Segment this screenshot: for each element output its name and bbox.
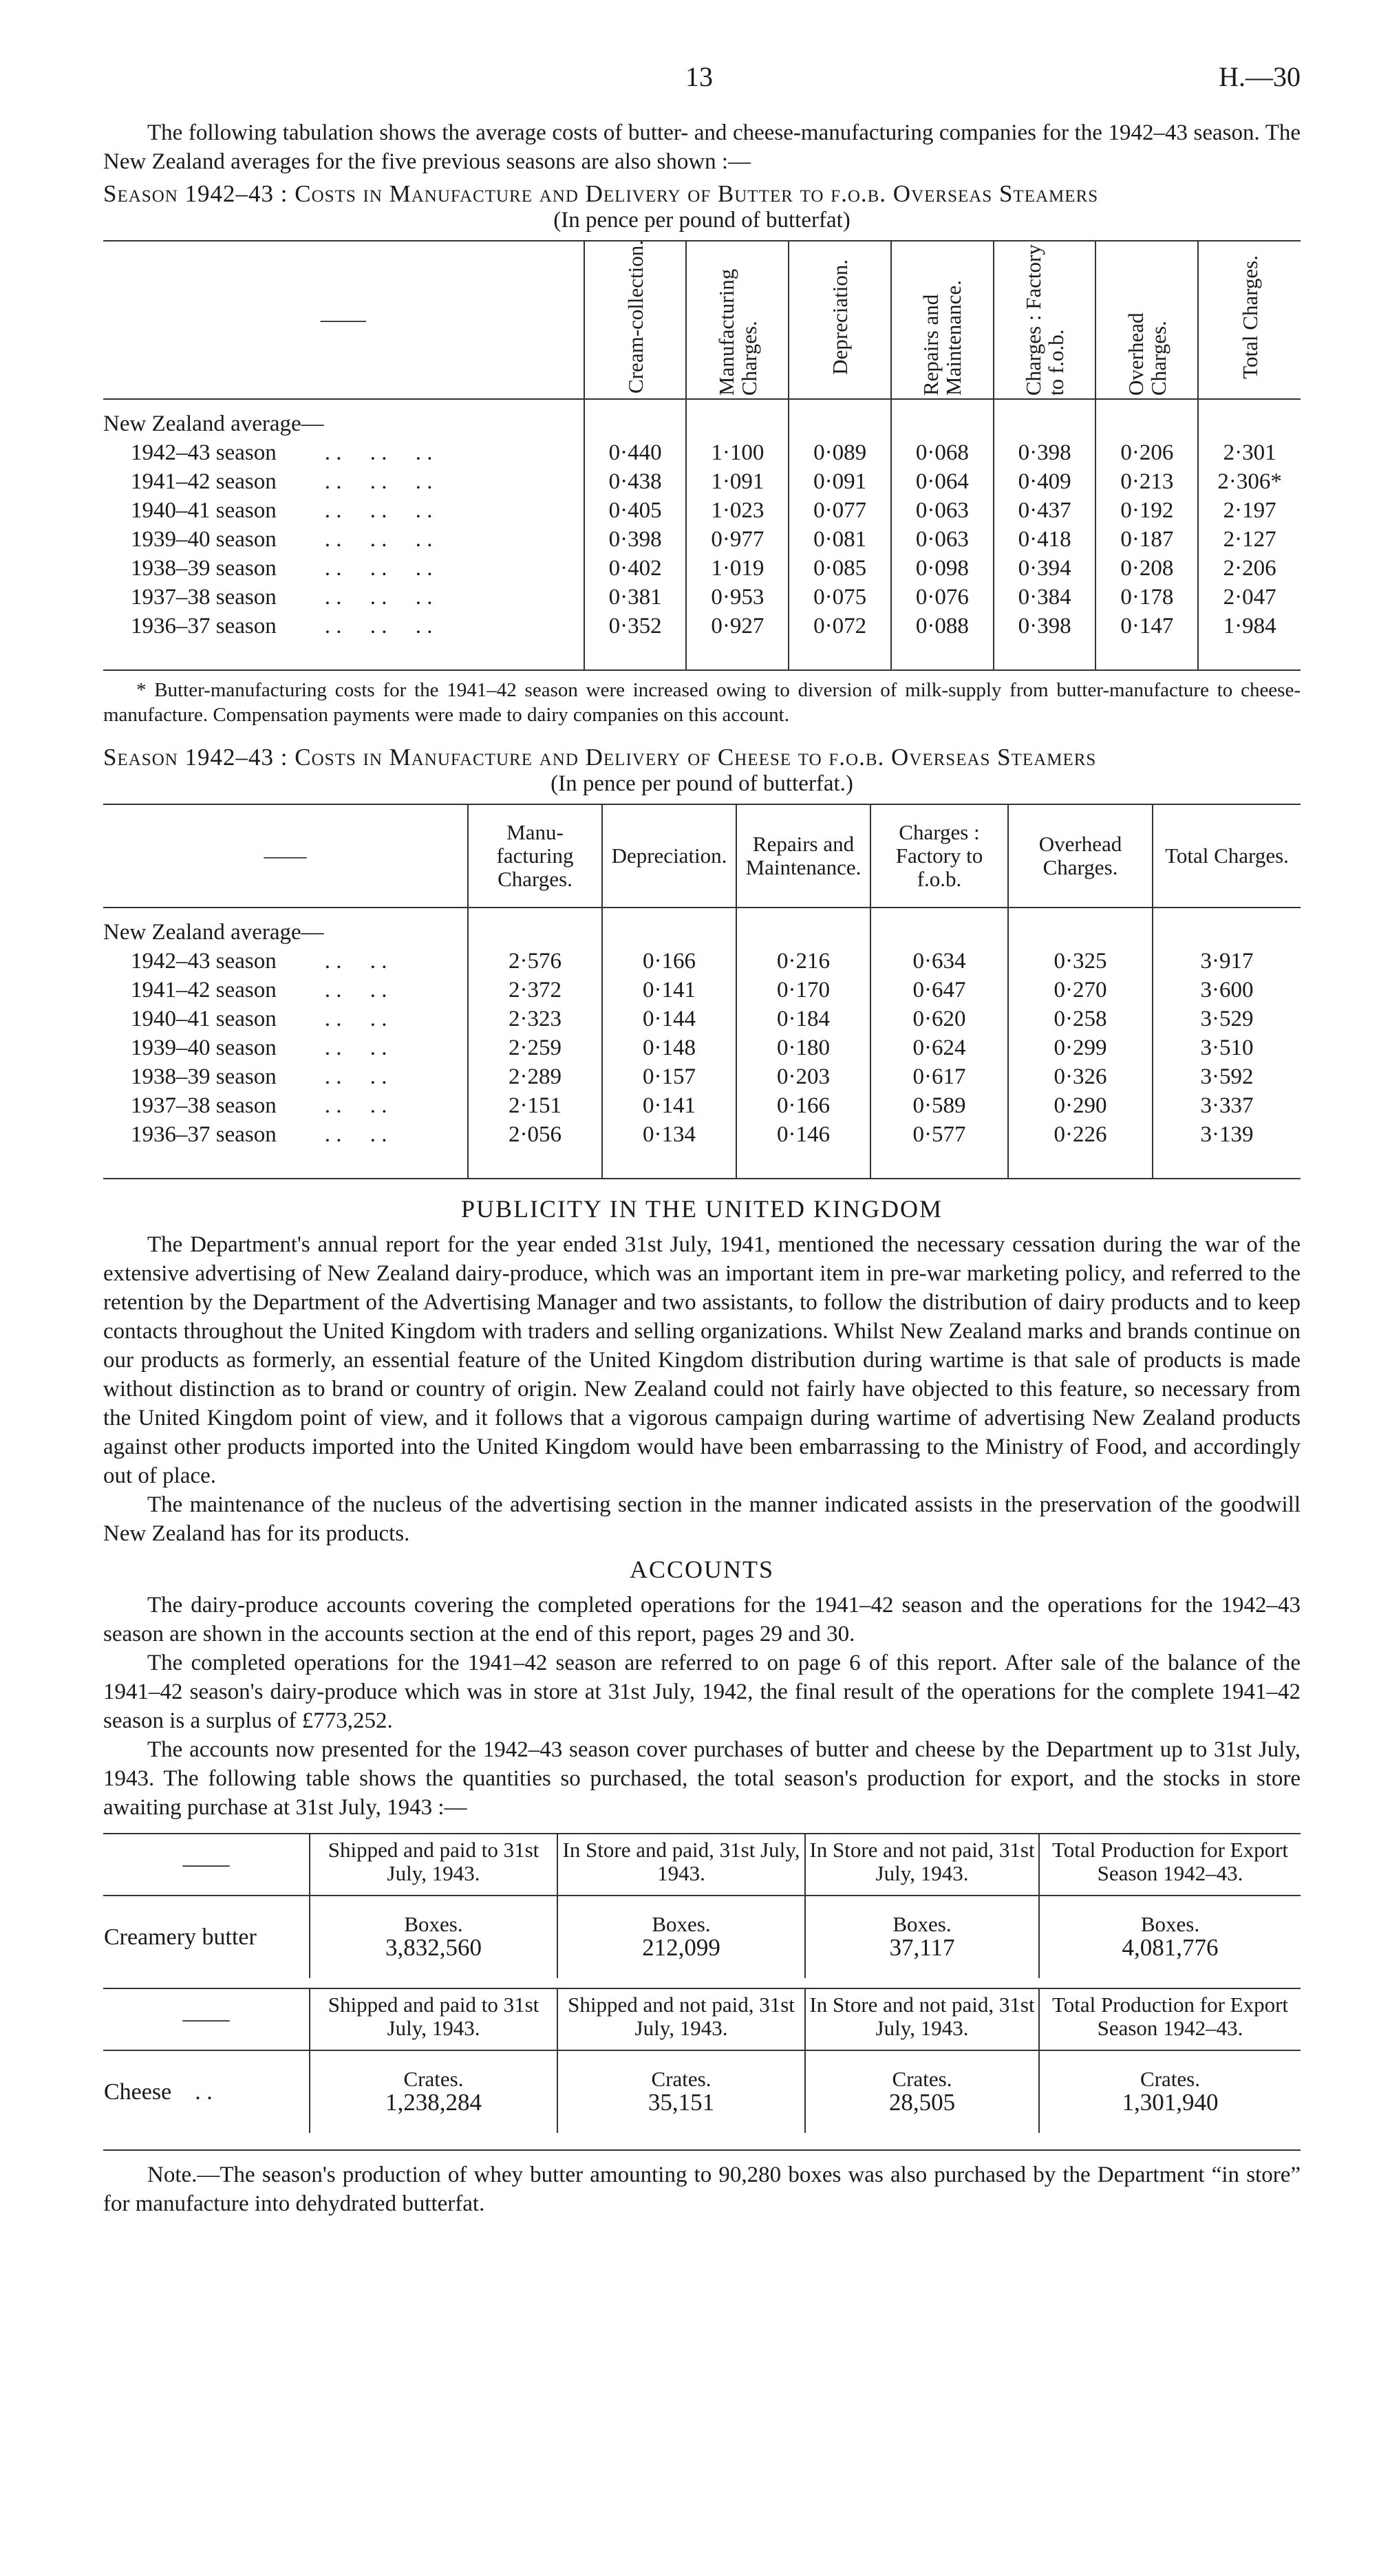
table-row [103,583,1301,612]
cost-value: 2·259 [468,1033,602,1062]
cost-value: 0·226 [1008,1120,1153,1149]
table-row [103,1005,1301,1033]
accounts-paragraph-1: The dairy-produce accounts covering the completed operations for the 1941–42 season and the operations for the 1942–43 season are shown in the accounts section at the end of this report, pages 29 and 30. [103,1593,1301,1646]
season-label: 1939–40 season [131,1035,277,1060]
cost-value: 0·398 [584,525,687,554]
leader-dots: . . . . . . [324,440,433,465]
col-header: Shipped and not paid, 31st July, 1943. [557,1988,805,2050]
season-label: 1939–40 season [131,526,277,552]
cost-value: 0·166 [736,1091,870,1120]
col-header: Charges : Factory to f.o.b. [1021,244,1069,396]
col-header: Shipped and paid to 31st July, 1943. [310,1834,557,1896]
cost-value: 0·384 [994,583,1096,612]
leader-dots: . . . . . . [324,526,433,552]
document-ref: H.—30 [1219,61,1301,92]
cost-value: 0·147 [1095,612,1198,641]
leader-dots: . . . . . . [324,584,433,610]
cost-value: 0·352 [584,612,687,641]
cost-value: 0·290 [1008,1091,1153,1120]
leader-dots: . . . . [324,1093,387,1118]
cost-value: 0·589 [870,1091,1008,1120]
accounts-paragraph-2: The completed operations for the 1941–42 season are referred to on page 6 of this report. After sale of the balance of the 1941–42 season's dairy-produce which was in store at 31st July, 1942, the final result of the operations for the complete 1941–42 season is a surplus of £773,252. [103,1651,1301,1733]
leader-dots: . . . . . . [324,469,433,494]
unit-label: Crates. [403,2067,464,2091]
cost-value: 0·977 [686,525,789,554]
cost-value: 0·405 [584,496,687,525]
cost-value: 3·337 [1153,1091,1301,1120]
cost-value: 0·402 [584,554,687,583]
cost-value: 0·178 [1095,583,1198,612]
cost-value: 2·306* [1198,467,1301,496]
season-label: 1936–37 season [131,1121,277,1147]
butter-footnote: * Butter-manufacturing costs for the 1941–42 season were increased owing to diversion of milk-supply from butter-manufacture to cheese-manufacture. Compensation payments were made to dairy companies on this account. [103,679,1301,726]
leader-dots: . . . . . . [324,497,433,523]
cost-value: 0·146 [736,1120,870,1149]
cost-value: 0·148 [602,1033,736,1062]
cost-value: 0·438 [584,467,687,496]
closing-note: Note.—The season's production of whey butter amounting to 90,280 boxes was also purchased by the Department “in store” for manufacture into dehydrated butterfat. [103,2149,1301,2218]
table-row [103,525,1301,554]
cost-value: 0·624 [870,1033,1008,1062]
cheese-quantity-table [103,1988,1301,2133]
table-row [103,1033,1301,1062]
season-label: 1937–38 season [131,584,277,610]
quantity-value: 1,238,284 [385,2089,482,2116]
cost-value: 0·394 [994,554,1096,583]
unit-label: Crates. [1140,2067,1200,2091]
leader-dots: . . . . . . [324,613,433,638]
page-number: 13 [685,61,713,92]
publicity-paragraph-1: The Department's annual report for the year ended 31st July, 1941, mentioned the necessary cessation during the war of the extensive advertising of New Zealand dairy-produce, which was an important item in pre-war marketing policy, and referred to the retention by the Department of the Advertising Manager and two assistants, to follow the distribution of dairy products and to keep contacts throughout the United Kingdom with traders and selling organizations. Whilst New Zealand marks and brands continue on our products as formerly, an essential feature of the United Kingdom distribution during wartime is that sale of products is made without distinction as to brand or country of origin. New Zealand could not fairly have objected to this feature, so necessary from the United Kingdom point of view, and it follows that a vigorous campaign during wartime of advertising New Zealand products against other products imported into the United Kingdom would have been embarrassing to the Ministry of Food, and accordingly out of place. [103,1232,1301,1488]
unit-label: Boxes. [404,1912,463,1936]
season-label: 1940–41 season [131,497,277,523]
table-row [103,1091,1301,1120]
col-header: Depreciation. [828,259,853,375]
cost-value: 1·019 [686,554,789,583]
cost-value: 0·326 [1008,1062,1153,1091]
cost-value: 0·634 [870,947,1008,976]
cost-value: 2·047 [1198,583,1301,612]
table-row [103,1120,1301,1149]
season-label: 1938–39 season [131,555,277,581]
season-label: 1942–43 season [131,440,277,465]
cost-value: 0·270 [1008,976,1153,1005]
cost-value: 3·139 [1153,1120,1301,1149]
cost-value: 2·301 [1198,438,1301,467]
table-row [103,1062,1301,1091]
cost-value: 0·072 [789,612,891,641]
group-label: New Zealand average— [103,919,324,945]
cost-value: 0·418 [994,525,1096,554]
cost-value: 0·063 [891,525,994,554]
leader-dots: . . [195,2079,213,2105]
blank-header: —— [320,307,366,332]
cheese-cost-table [103,804,1301,1179]
quantity-value: 37,117 [889,1934,955,1961]
cost-value: 3·592 [1153,1062,1301,1091]
season-label: 1936–37 season [131,613,277,638]
cost-value: 0·617 [870,1062,1008,1091]
col-header: Overhead Charges. [1008,804,1153,908]
cost-value: 2·056 [468,1120,602,1149]
col-header: Repairs and Maintenance. [919,279,966,396]
cost-value: 0·091 [789,467,891,496]
cost-value: 1·023 [686,496,789,525]
quantity-value: 3,832,560 [385,1934,482,1961]
cost-value: 0·620 [870,1005,1008,1033]
cost-value: 0·068 [891,438,994,467]
blank-header: —— [182,1852,230,1877]
unit-label: Boxes. [652,1912,711,1936]
cost-value: 0·381 [584,583,687,612]
cost-value: 2·127 [1198,525,1301,554]
season-label: 1937–38 season [131,1093,277,1118]
cost-value: 0·440 [584,438,687,467]
cost-value: 3·917 [1153,947,1301,976]
season-label: 1938–39 season [131,1064,277,1089]
cost-value: 2·576 [468,947,602,976]
cost-value: 0·206 [1095,438,1198,467]
season-label: 1941–42 season [131,977,277,1002]
cost-value: 0·166 [602,947,736,976]
cost-value: 0·180 [736,1033,870,1062]
cost-value: 0·144 [602,1005,736,1033]
quantity-value: 35,151 [648,2089,715,2116]
cost-value: 0·076 [891,583,994,612]
col-header: In Store and not paid, 31st July, 1943. [805,1834,1039,1896]
group-label: New Zealand average— [103,411,324,436]
quantity-value: 28,505 [888,2089,956,2116]
table-end [103,641,1301,670]
col-header: Total Production for Export Season 1942–43. [1039,1988,1301,2050]
cost-value: 0·213 [1095,467,1198,496]
col-header: Overhead Charges. [1123,312,1170,396]
cost-value: 0·927 [686,612,789,641]
cost-value: 0·088 [891,612,994,641]
table-row [103,467,1301,496]
table-end [103,1149,1301,1179]
butter-cost-table [103,240,1301,671]
col-header: In Store and not paid, 31st July, 1943. [805,1988,1039,2050]
col-header: Shipped and paid to 31st July, 1943. [310,1988,557,2050]
season-label: 1942–43 season [131,948,277,974]
cost-value: 0·192 [1095,496,1198,525]
unit-label: Crates. [651,2067,712,2091]
cheese-table-title: Season 1942–43 : Costs in Manufacture and Delivery of Cheese to f.o.b. Overseas Steamers [103,744,1097,771]
col-header: Repairs and Maintenance. [736,804,870,908]
butter-quantity-table [103,1833,1301,1978]
quantity-value: 212,099 [642,1934,720,1961]
col-header: Total Charges. [1237,255,1262,379]
leader-dots: . . . . [324,977,387,1002]
intro-paragraph: The following tabulation shows the average costs of butter- and cheese-manufacturing companies for the 1942–43 season. The New Zealand averages for the five previous seasons are also shown :— [103,120,1301,174]
cost-value: 0·577 [870,1120,1008,1149]
cost-value: 2·372 [468,976,602,1005]
leader-dots: . . . . [324,948,387,974]
butter-table-subtitle: (In pence per pound of butterfat) [553,208,851,233]
unit-label: Boxes. [1140,1912,1200,1936]
cost-value: 3·600 [1153,976,1301,1005]
cost-value: 0·647 [870,976,1008,1005]
publicity-heading: PUBLICITY IN THE UNITED KINGDOM [461,1195,943,1223]
cost-value: 0·953 [686,583,789,612]
quantity-value: 4,081,776 [1122,1934,1219,1961]
cost-value: 2·323 [468,1005,602,1033]
cost-value: 0·089 [789,438,891,467]
leader-dots: . . . . [324,1035,387,1060]
publicity-paragraph-2: The maintenance of the nucleus of the advertising section in the manner indicated assists in the preservation of the goodwill New Zealand has for its products. [103,1492,1301,1546]
table-row [103,438,1301,467]
cost-value: 0·258 [1008,1005,1153,1033]
cost-value: 1·091 [686,467,789,496]
season-label: 1940–41 season [131,1006,277,1031]
table-row [103,496,1301,525]
cost-value: 2·151 [468,1091,602,1120]
col-header: Charges : Factory to f.o.b. [870,804,1008,908]
cost-value: 0·064 [891,467,994,496]
blank-header: —— [264,844,307,868]
col-header: Total Production for Export Season 1942–43. [1039,1834,1301,1896]
cost-value: 1·984 [1198,612,1301,641]
cost-value: 0·184 [736,1005,870,1033]
cost-value: 0·325 [1008,947,1153,976]
unit-label: Crates. [892,2067,952,2091]
quantity-value: 1,301,940 [1122,2089,1219,2116]
cheese-table-subtitle: (In pence per pound of butterfat.) [550,771,853,796]
accounts-heading: ACCOUNTS [629,1556,775,1583]
col-header: Manu-facturing Charges. [468,804,602,908]
leader-dots: . . . . [324,1121,387,1147]
cost-value: 2·197 [1198,496,1301,525]
blank-header: —— [182,2006,230,2032]
cost-value: 3·529 [1153,1005,1301,1033]
butter-table-title: Season 1942–43 : Costs in Manufacture and Delivery of Butter to f.o.b. Overseas Steamers [103,180,1099,207]
col-header: Depreciation. [602,804,736,908]
table-row [103,554,1301,583]
cost-value: 0·437 [994,496,1096,525]
leader-dots: . . . . . . [324,555,433,581]
row-label: Creamery butter [104,1924,257,1950]
cost-value: 0·141 [602,1091,736,1120]
cost-value: 0·398 [994,438,1096,467]
cost-value: 1·100 [686,438,789,467]
cost-value: 0·063 [891,496,994,525]
cost-value: 2·206 [1198,554,1301,583]
table-row [103,612,1301,641]
cost-value: 0·208 [1095,554,1198,583]
cost-value: 0·075 [789,583,891,612]
cost-value: 0·203 [736,1062,870,1091]
col-header: Cream-collection. [623,240,648,394]
cost-value: 0·398 [994,612,1096,641]
cost-value: 0·085 [789,554,891,583]
cost-value: 0·170 [736,976,870,1005]
cost-value: 0·409 [994,467,1096,496]
col-header: In Store and paid, 31st July, 1943. [557,1834,805,1896]
cost-value: 0·134 [602,1120,736,1149]
cost-value: 0·141 [602,976,736,1005]
cost-value: 2·289 [468,1062,602,1091]
cost-value: 0·299 [1008,1033,1153,1062]
leader-dots: . . . . [324,1064,387,1089]
cost-value: 0·098 [891,554,994,583]
unit-label: Boxes. [892,1912,952,1936]
cost-value: 0·081 [789,525,891,554]
cost-value: 0·187 [1095,525,1198,554]
col-header: Total Charges. [1153,804,1301,908]
cost-value: 0·157 [602,1062,736,1091]
cost-value: 3·510 [1153,1033,1301,1062]
row-label: Cheese [104,2079,172,2105]
cost-value: 0·216 [736,947,870,976]
accounts-paragraph-3: The accounts now presented for the 1942–43 season cover purchases of butter and cheese by the Department up to 31st July, 1943. The following table shows the quantities so purchased, the total season's production for export, and the stocks in store awaiting purchase at 31st July, 1943 :— [103,1737,1301,1820]
col-header: Manufacturing Charges. [714,268,761,396]
table-row [103,947,1301,976]
cost-value: 0·077 [789,496,891,525]
table-row [103,976,1301,1005]
season-label: 1941–42 season [131,469,277,494]
leader-dots: . . . . [324,1006,387,1031]
